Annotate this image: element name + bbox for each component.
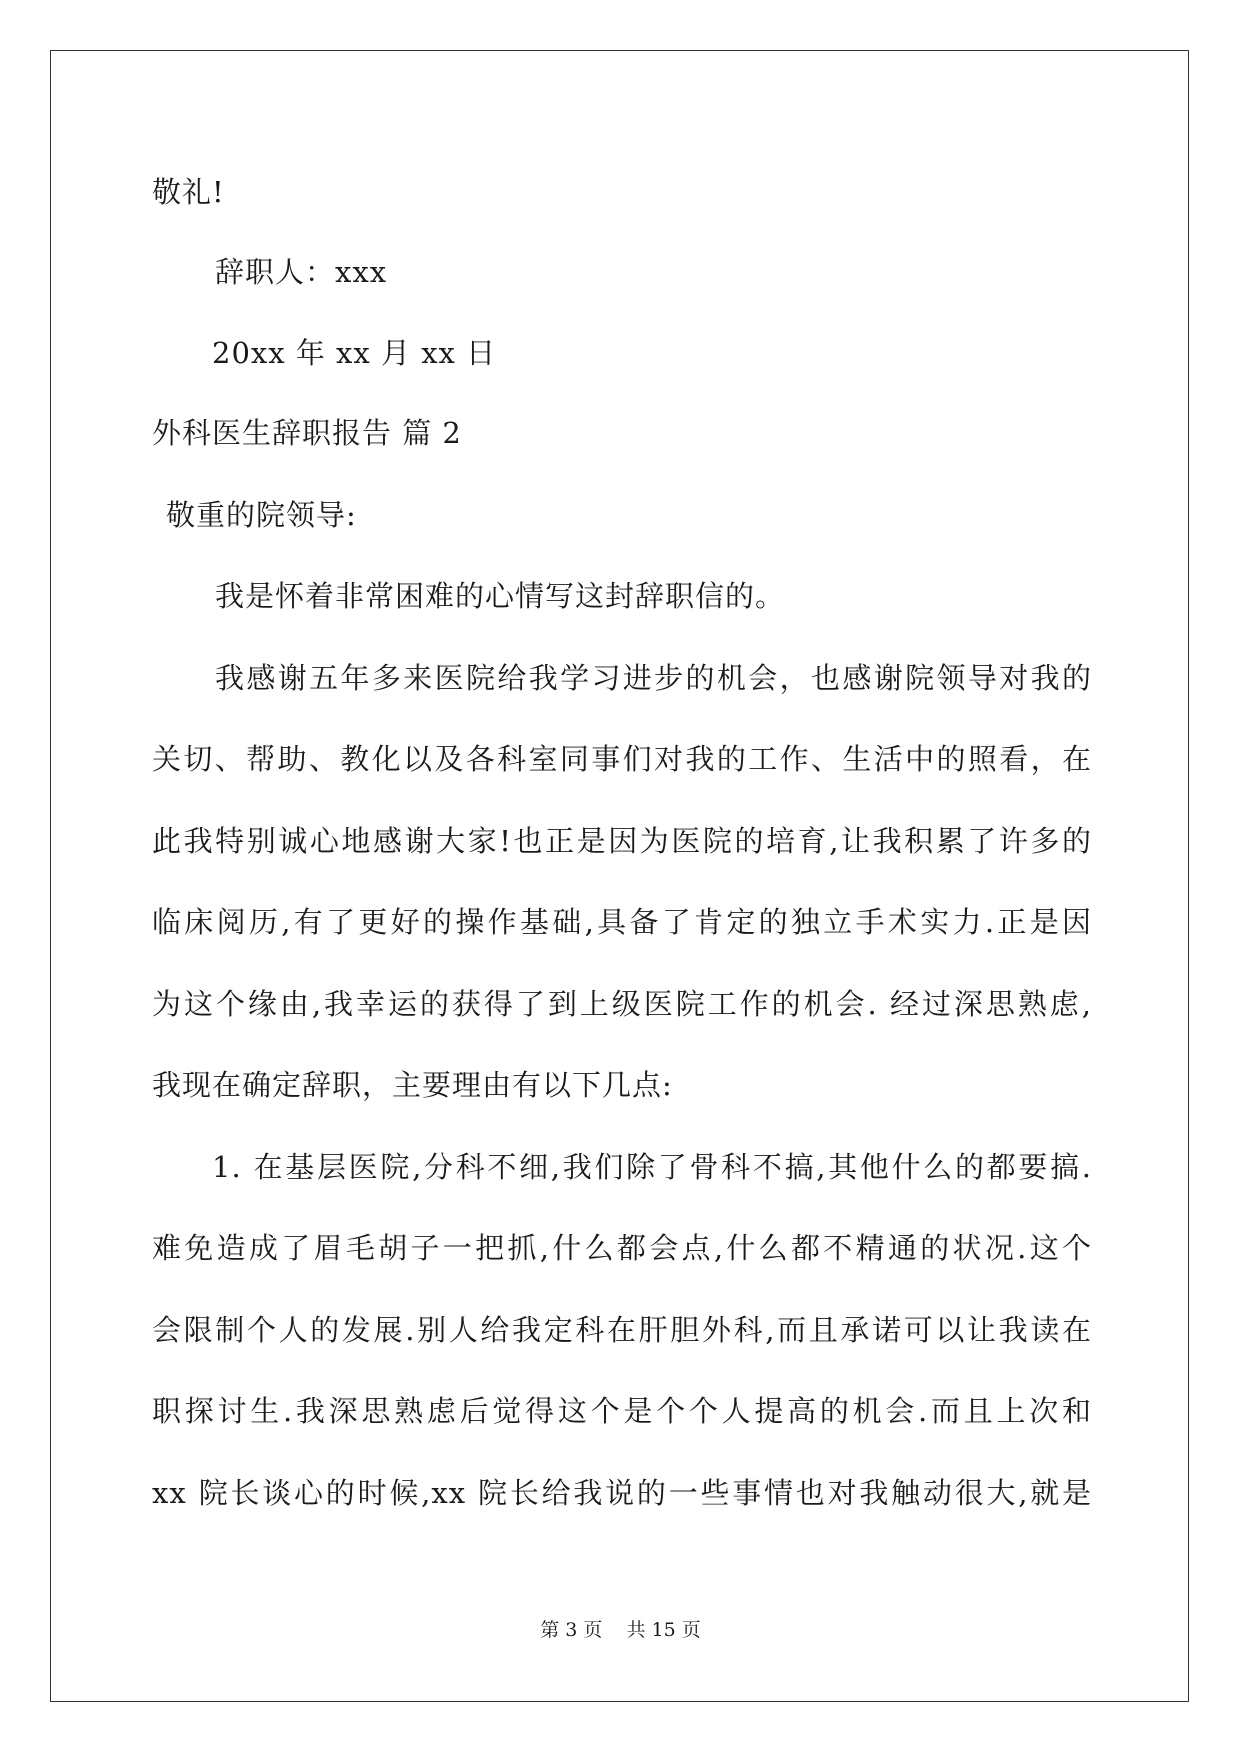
list-item-line: 1. 在基层医院,分科不细,我们除了骨科不搞,其他什么的都要搞.: [212, 1150, 1092, 1184]
paragraph-line: 关切、帮助、教化以及各科室同事们对我的工作、生活中的照看，在: [152, 742, 1092, 776]
paragraph-line: 临床阅历,有了更好的操作基础,具备了肯定的独立手术实力.正是因: [152, 905, 1092, 939]
letter-greeting: 敬重的院领导:: [166, 498, 357, 532]
total-pages: 共 15 页: [626, 1619, 701, 1641]
paragraph-line: xx 院长谈心的时候,xx 院长给我说的一些事情也对我触动很大,就是: [152, 1476, 1092, 1510]
paragraph-line: 我感谢五年多来医院给我学习进步的机会，也感谢院领导对我的: [215, 661, 1092, 695]
page-footer: [0, 1617, 1241, 1643]
paragraph-line: 职探讨生.我深思熟虑后觉得这个是个个人提高的机会.而且上次和: [152, 1394, 1092, 1428]
paragraph-line: 为这个缘由,我幸运的获得了到上级医院工作的机会. 经过深思熟虑,: [152, 987, 1092, 1021]
page-frame: [50, 50, 1189, 1702]
paragraph-line: 此我特别诚心地感谢大家!也正是因为医院的培育,让我积累了许多的: [152, 824, 1092, 858]
closing-salutation: 敬礼!: [152, 175, 225, 209]
page-number: 第 3 页: [540, 1619, 603, 1641]
paragraph-line: 我是怀着非常困难的心情写这封辞职信的。: [215, 579, 786, 613]
section-heading: 外科医生辞职报告 篇 2: [152, 416, 462, 450]
paragraph-line: 难免造成了眉毛胡子一把抓,什么都会点,什么都不精通的状况.这个: [152, 1231, 1092, 1265]
date-line: 20xx 年 xx 月 xx 日: [212, 336, 497, 370]
paragraph-line: 我现在确定辞职，主要理由有以下几点:: [152, 1068, 673, 1102]
paragraph-line: 会限制个人的发展.别人给我定科在肝胆外科,而且承诺可以让我读在: [152, 1313, 1092, 1347]
signature-line: 辞职人：xxx: [215, 255, 388, 289]
